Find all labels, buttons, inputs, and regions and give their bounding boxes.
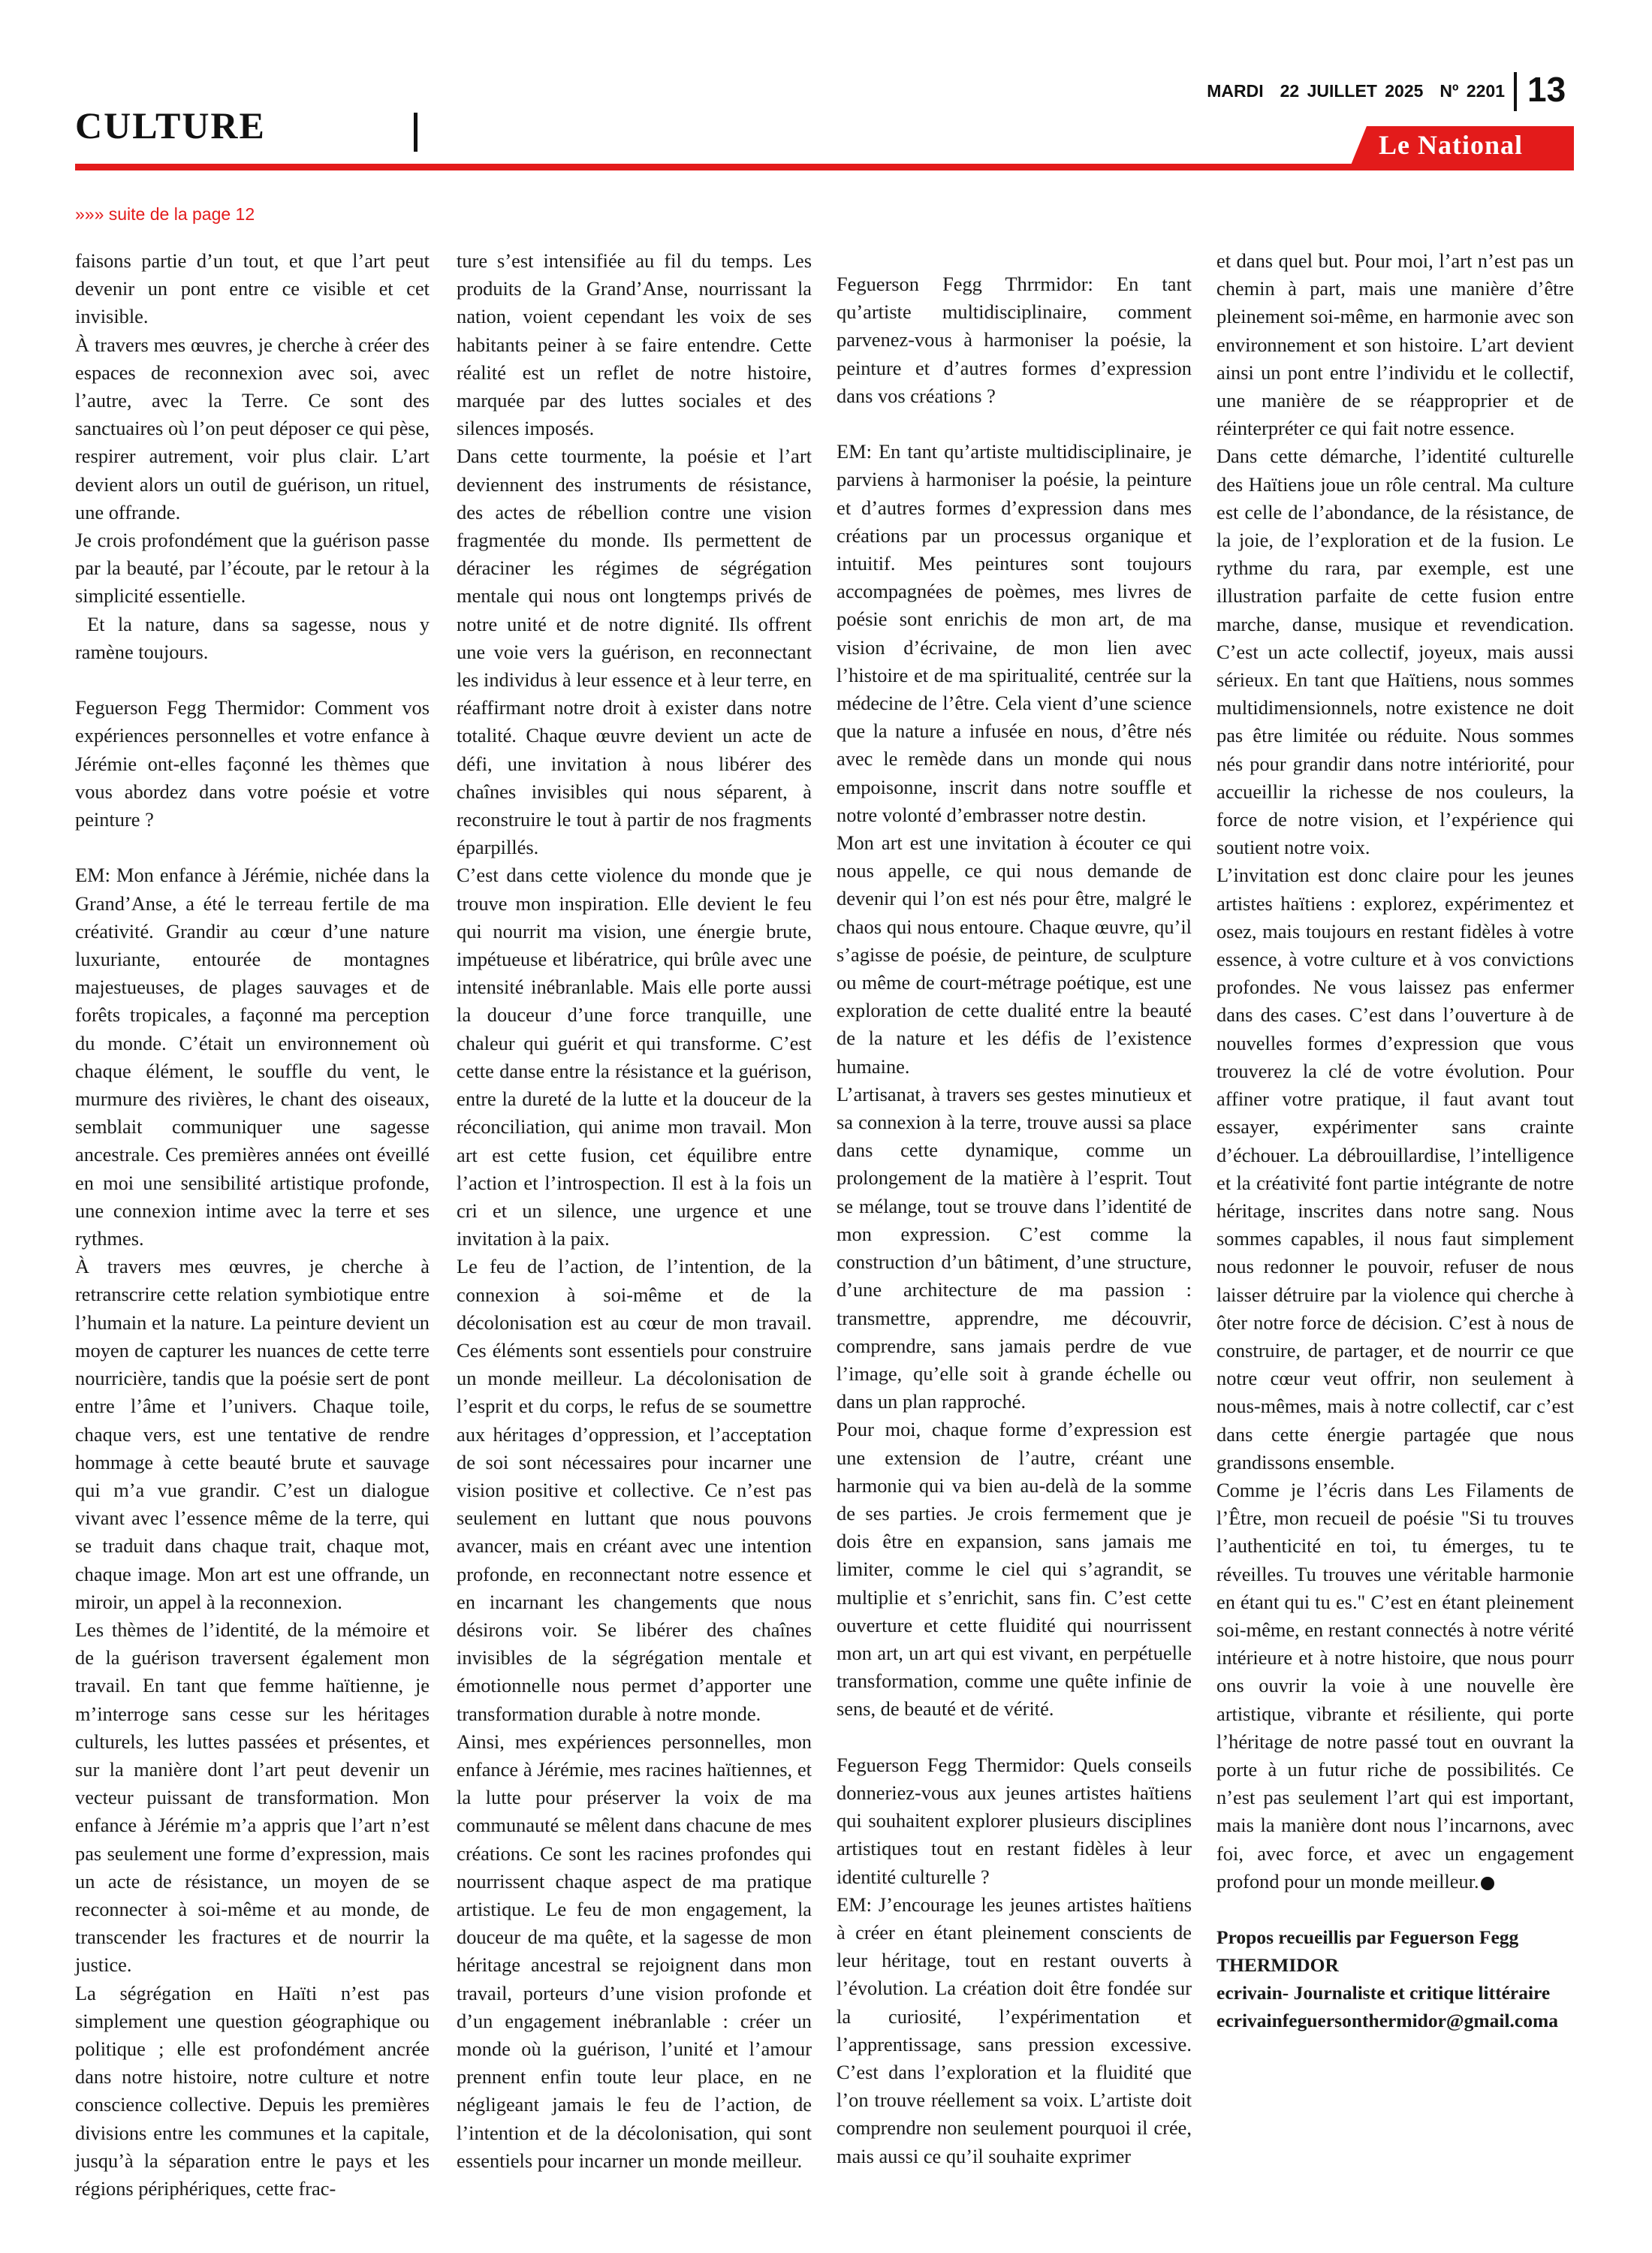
issue-number: Nº 2201	[1439, 81, 1505, 101]
end-of-article-icon	[1481, 1877, 1494, 1890]
article-paragraph: À travers mes œuvres, je cherche à créer des espaces de reconnexion avec soi, avec l’autre, avec la Terre. Ce sont des sanctuaires où l’on peut déposer ce qui pèse, respirer autrement, voir plus clair. L’art devient alors un outil de guérison, un rituel, une offrande.	[75, 333, 430, 523]
continued-from: »»» suite de la page 12	[75, 204, 255, 224]
credit-line2: ecrivain- Journaliste et critique littéraire	[1216, 1981, 1551, 2004]
article-paragraph: C’est dans cette violence du monde que je trouve mon inspiration. Elle devient le feu qui nourrit ma vision, une énergie brute, impétueuse et libératrice, qui brûle avec une intensité inébranlable. Mais elle porte aussi la douceur d’une force tranquille, une chaleur qui guérit et qui transforme. C’est cette danse entre la résistance et la guérison, entre la dureté de la lutte et la douceur de la réconciliation, qui anime mon travail. Mon art est cette fusion, cet équilibre entre l’action et l’introspection. Il est à la fois un cri et un silence, une urgence et une invitation à la paix.	[457, 864, 812, 1250]
article-paragraph: EM: Mon enfance à Jérémie, nichée dans la Grand’Anse, a été le terreau fertile de ma créativité. Grandir au cœur d’une nature luxuriante, entourée de montagnes majestueuses, de plages sauvages et de forêts tropicales, a façonné ma perception du monde. C’était un environnement où chaque élément, le souffle du vent, le murmure des rivières, le chant des oiseaux, semblait communiquer une sagesse ancestrale. Ces premières années ont éveillé en moi une sensibilité artistique profonde, une connexion intime avec la terre et ses rythmes.	[75, 864, 430, 1250]
article-paragraph: Ainsi, mes expériences personnelles, mon enfance à Jérémie, mes racines haïtiennes, et la lutte pour préserver la voix de ma communauté se mêlent dans chacune de mes créations. Ce sont les racines profondes qui nourrissent chaque aspect de ma pratique artistique. Le feu de mon engagement, la douceur de ma quête, et la sagesse de mon héritage ancestral se rejoignent dans mon travail, porteurs d’une vision profonde et d’un engagement inébranlable : créer un monde où la guérison, l’unité et l’amour prennent enfin toute leur place, en ne négligeant jamais le feu de l’action, de l’intention et de la décolonisation, qui sont essentiels pour incarner un monde meilleur.	[457, 1730, 812, 2172]
article-paragraph: Le feu de l’action, de l’intention, de la connexion à soi-même et de la décolonisation est au cœur de mon travail. Ces éléments sont essentiels pour construire un monde meilleur. La décolonisation de l’esprit et du corps, le refus de se soumettre aux héritages d’oppression, et l’acceptation de soi sont nécessaires pour incarner une vision positive et collective. Ce n’est pas seulement en luttant que nous pouvons avancer, mais en créant avec une intention profonde, en reconnectant notre essence et en incarnant les changements que nous désirons voir. Se libérer des chaînes invisibles de la ségrégation mentale et émotionnelle nous permet d’apporter une transformation durable à notre monde.	[457, 1255, 812, 1725]
article-column-3	[837, 247, 1192, 2170]
article-paragraph: Et la nature, dans sa sagesse, nous y ramène toujours.	[75, 612, 430, 663]
article-paragraph: À travers mes œuvres, je cherche à retranscrire cette relation symbiotique entre l’humain et la nature. La peinture devient un moyen de capturer les nuances de cette terre nourricière, tandis que la poésie sert de pont entre l’âme et l’univers. Chaque toile, chaque vers, est une tentative de rendre hommage à cette beauté brute et sauvage qui m’a vue grandir. C’est un dialogue vivant avec l’essence même de la terre, qui se traduit dans chaque trait, chaque mot, chaque image. Mon art est une offrande, un miroir, un appel à la reconnexion.	[75, 1255, 430, 1613]
article-paragraph: L’artisanat, à travers ses gestes minutieux et sa connexion à la terre, trouve aussi sa place dans cette dynamique, comme un prolongement de la matière à l’esprit. Tout se mélange, tout se trouve dans l’identité de mon expression. C’est comme la construction d’un bâtiment, d’une structure, d’une architecture de ma passion : transmettre, apprendre, me découvrir, comprendre, sans jamais perdre de vue l’image, qu’elle soit à grande échelle ou dans un plan rapproché.	[837, 1082, 1192, 1413]
section-title: CULTURE	[75, 104, 266, 146]
page-number: 13	[1527, 70, 1566, 109]
article-column-4	[1216, 247, 1574, 2034]
dateline	[1207, 81, 1505, 101]
article-paragraph: ture s’est intensifiée au fil du temps. Les produits de la Grand’Anse, nourrissant la nation, voient cependant les voix de ses habitants peiner à se faire entendre. Cette réalité est un reflet de notre histoire, marquée par des luttes sociales et des silences imposés.	[457, 249, 812, 440]
article-column-1	[75, 247, 430, 2203]
page-number-divider	[1514, 72, 1517, 111]
article-paragraph: Mon art est une invitation à écouter ce qui nous appelle, ce qui nous demande de devenir qui l’on est nés pour être, malgré le chaos qui nous entoure. Chaque œuvre, qu’il s’agisse de poésie, de peinture, de sculpture ou même de court-métrage poétique, est une exploration de cette dualité entre la beauté de la nature et les défis de l’existence humaine.	[837, 831, 1192, 1078]
credit-line3[interactable]: ecrivainfeguersonthermidor@gmail.coma	[1216, 2009, 1558, 2031]
article-paragraph: et dans quel but. Pour moi, l’art n’est pas un chemin à part, mais une manière d’être pleinement soi-même, en harmonie avec son environnement et son histoire. L’art devient ainsi un pont entre l’individu et le collectif, une manière de se réapproprier et de réinterpréter ce qui fait notre essence.	[1216, 249, 1574, 440]
brand-name: Le National	[1379, 130, 1524, 160]
credit-line1: Propos recueillis par Feguerson Fegg THERMIDOR	[1216, 1926, 1519, 1976]
section-divider	[414, 113, 418, 152]
author-credit	[1216, 1923, 1574, 2034]
article-paragraph: EM: J’encourage les jeunes artistes haïtiens à créer en étant pleinement conscients de leur héritage, tout en restant ouverts à l’évolution. La création doit être fondée sur la curiosité, l’expérimentation et l’apprentissage, sans pression excessive. C’est dans l’exploration et la fluidité que l’on trouve réellement sa voix. L’artiste doit comprendre non seulement pourquoi il crée, mais aussi ce qu’il souhaite exprimer	[837, 1893, 1192, 2167]
dateline-date: 22 JUILLET 2025	[1280, 81, 1424, 101]
article-paragraph: EM: En tant qu’artiste multidisciplinaire, je parviens à harmoniser la poésie, la peinture et d’autres formes d’expression dans mes créations par un processus organique et intuitif. Mes peintures sont toujours accompagnées de poèmes, mes livres de poésie sont enrichis de mon art, de ma vision d’écrivaine, de mon lien avec l’histoire et de ma spiritualité, centrée sur la médecine de l’être. Cela vient d’une science que la nature a infusée en nous, d’être nés avec le remède dans un monde qui nous empoisonne, inscrit dans notre souffle et notre volonté d’embrasser notre destin.	[837, 440, 1192, 826]
article-paragraph: Dans cette démarche, l’identité culturelle des Haïtiens joue un rôle central. Ma culture est celle de l’abondance, de la résistance, de la joie, de l’exploration et de la fusion. Le rythme du rara, par exemple, est une illustration parfaite de cette fusion entre marche, danse, musique et revendication. C’est un acte collectif, joyeux, mais aussi sérieux. En tant que Haïtiens, nous sommes multidimensionnels, notre existence ne doit pas être limitée ou réduite. Nous sommes nés pour grandir dans notre intériorité, pour accueillir la richesse de nos couleurs, la force de notre vision, et l’expérience qui soutient notre voix.	[1216, 445, 1574, 859]
article-paragraph: Feguerson Fegg Thermidor: Quels conseils donneriez-vous aux jeunes artistes haïtiens qui souhaitent explorer plusieurs disciplines artistiques tout en restant fidèles à leur identité culturelle ?	[837, 1753, 1192, 1888]
dateline-day: MARDI	[1207, 81, 1264, 101]
article-paragraph: Les thèmes de l’identité, de la mémoire et de la guérison traversent également mon travail. En tant que femme haïtienne, je m’interroge sans cesse sur les héritages culturels, les luttes passées et présentes, et sur la manière dont l’art peut devenir un vecteur puissant de transformation. Mon enfance à Jérémie m’a appris que l’art n’est pas seulement une forme d’expression, mais un acte de résistance, un moyen de se reconnecter à soi-même et au monde, de transcender les fractures et de nourrir la justice.	[75, 1618, 430, 1977]
article-paragraph: Feguerson Fegg Thermidor: Comment vos expériences personnelles et votre enfance à Jérémie ont-elles façonné les thèmes que vous abordez dans votre poésie et votre peinture ?	[75, 696, 430, 831]
article-paragraph: faisons partie d’un tout, et que l’art peut devenir un pont entre ce visible et cet invisible.	[75, 249, 430, 328]
article-paragraph: La ségrégation en Haïti n’est pas simplement une question géographique ou politique ; elle est profondément ancrée dans notre histoire, notre culture et notre conscience collective. Depuis les premières divisions entre les communes et la capitale, jusqu’à la séparation entre le pays et les régions périphériques, cette frac-	[75, 1981, 430, 2200]
article-paragraph: Dans cette tourmente, la poésie et l’art deviennent des instruments de résistance, des actes de rébellion contre une vision fragmentée du monde. Ils permettent de déraciner les régimes de ségrégation mentale qui nous ont longtemps privés de notre unité et de notre dignité. Ils offrent une voie vers la guérison, en reconnectant les individus à leur essence et à leur terre, en réaffirmant notre droit à exister dans notre totalité. Chaque œuvre devient un acte de défi, une invitation à nous libérer des chaînes invisibles qui nous séparent, à reconstruire le tout à partir de nos fragments éparpillés.	[457, 445, 812, 859]
article-paragraph: L’invitation est donc claire pour les jeunes artistes haïtiens : explorez, expérimentez et osez, mais toujours en restant fidèles à votre essence, à votre culture et à vos convictions profondes. Ne vous laissez pas enfermer dans des cases. C’est dans l’ouverture à de nouvelles formes d’expression que vous trouverez la clé de votre évolution. Pour affiner votre pratique, il faut avant tout essayer, expérimenter sans crainte d’échouer. La débrouillardise, l’intelligence et la créativité font partie intégrante de notre héritage, inscrites dans notre sang. Nous sommes capables, il nous faut simplement nous redonner le pouvoir, refuser de nous laisser détruire par la violence qui cherche à ôter notre force de décision. C’est à nous de construire, de partager, et de nourrir ce que notre cœur veut offrir, non seulement à nous-mêmes, mais à notre collectif, car c’est dans cette énergie partagée que nous grandissons ensemble.	[1216, 864, 1574, 1473]
article-paragraph: Je crois profondément que la guérison passe par la beauté, par l’écoute, par le retour à la simplicité essentielle.	[75, 529, 430, 608]
article-paragraph: Comme je l’écris dans Les Filaments de l’Être, mon recueil de poésie "Si tu trouves l’authenticité en toi, tu émerges, tu te réveilles. Tu trouves une véritable harmonie en étant qui tu es." C’est en étant pleinement soi-même, en restant connectés à notre vérité intérieure et à notre histoire, que nous pourr ons ouvrir la voie à une nouvelle ère artistique, vibrante et résiliente, qui porte l’héritage de notre passé tout en ouvrant la porte à un futur riche de possibilités. Ce n’est pas seulement l’art qui est important, mais la manière dont nous l’incarnons, avec foi, avec force, et avec un engagement profond pour un monde meilleur.	[1216, 1478, 1574, 1893]
article-paragraph: Feguerson Fegg Thrrmidor: En tant qu’artiste multidisciplinaire, comment parvenez-vous à harmoniser la poésie, la peinture et d’autres formes d’expression dans vos créations ?	[837, 273, 1192, 407]
article-column-2	[457, 247, 812, 2175]
article-paragraph: Pour moi, chaque forme d’expression est une extension de l’autre, créant une harmonie qui va bien au-delà de la somme de ses parties. Je crois fermement que je dois être en expansion, sans jamais me limiter, comme le ciel qui s’agrandit, se multiplie et s’enrichit, sans fin. C’est cette ouverture et cette fluidité qui nourrissent mon art, un art qui est vivant, en perpétuelle transformation, comme une quête infinie de sens, de beauté et de vérité.	[837, 1418, 1192, 1721]
